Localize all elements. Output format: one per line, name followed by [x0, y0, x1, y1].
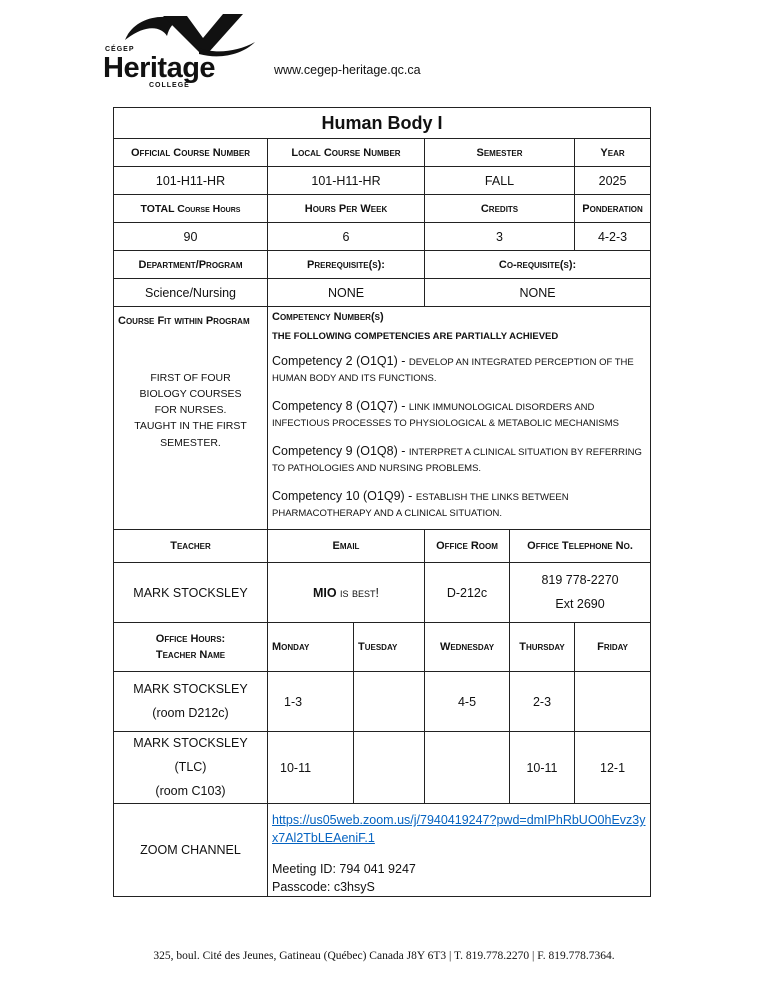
title-row — [114, 108, 651, 139]
office-hours-slot: 1-3 — [268, 672, 354, 732]
phone-number: 819 778-2270 — [541, 572, 619, 587]
course-fit-label: Course Fit within Program — [118, 315, 250, 327]
competency-cell — [268, 307, 651, 530]
program-header-row — [114, 251, 651, 279]
office-hours-slot — [354, 672, 425, 732]
semester-value: FALL — [425, 167, 575, 195]
logo-heritage-text: Heritage — [103, 52, 216, 84]
competency-text: DEVELOP AN INTEGRATED PERCEPTION OF THE HUMAN BODY AND ITS FUNCTIONS. — [272, 357, 634, 384]
office-hours-teacher — [114, 672, 268, 732]
office-hours-slot — [575, 672, 651, 732]
credits-label: Credits — [425, 195, 575, 223]
competency-row — [114, 307, 651, 530]
day-tuesday: Tuesday — [354, 623, 425, 672]
office-hours-slot: 10-11 — [510, 732, 575, 804]
official-course-number: 101-H11-HR — [114, 167, 268, 195]
hours-value-row — [114, 223, 651, 251]
credits-value: 3 — [425, 223, 575, 251]
course-number-header-row — [114, 139, 651, 167]
office-hours-slot: 12-1 — [575, 732, 651, 804]
total-course-hours-label: TOTAL Course Hours — [114, 195, 268, 223]
day-friday: Friday — [575, 623, 651, 672]
competency-code: Competency 8 (O1Q7) - — [272, 398, 409, 413]
course-outline-table — [113, 107, 651, 897]
email-rest: is best! — [336, 585, 380, 600]
day-wednesday: Wednesday — [425, 623, 510, 672]
office-hours-slot: 4-5 — [425, 672, 510, 732]
corequisite-value: NONE — [425, 279, 651, 307]
competency-intro: THE FOLLOWING COMPETENCIES ARE PARTIALLY ACHIEVED — [272, 331, 559, 342]
zoom-details — [268, 804, 651, 897]
zoom-meeting-id: Meeting ID: 794 041 9247 — [272, 862, 416, 877]
teacher-value-row — [114, 563, 651, 623]
competency-item — [272, 487, 646, 522]
competency-item — [272, 442, 646, 477]
ponderation-label: Ponderation — [575, 195, 651, 223]
teacher-email — [268, 563, 425, 623]
teacher-label: Teacher — [114, 530, 268, 563]
office-hours-slot: 2-3 — [510, 672, 575, 732]
hours-per-week-label: Hours Per Week — [268, 195, 425, 223]
office-telephone — [510, 563, 651, 623]
office-hours-label-line1: Office Hours: — [155, 632, 226, 645]
course-fit-cell — [114, 307, 268, 530]
office-hours-room: (room C103) — [155, 783, 226, 798]
office-hours-teacher — [114, 732, 268, 804]
email-label: Email — [268, 530, 425, 563]
competency-number-label: Competency Number(s) — [272, 311, 384, 323]
year-label: Year — [575, 139, 651, 167]
department-program: Science/Nursing — [114, 279, 268, 307]
office-hours-slot — [354, 732, 425, 804]
prerequisite-label: Prerequisite(s): — [268, 251, 425, 279]
ponderation-value: 4-2-3 — [575, 223, 651, 251]
office-hours-header-row — [114, 623, 651, 672]
zoom-channel-label: ZOOM CHANNEL — [114, 804, 268, 897]
semester-label: Semester — [425, 139, 575, 167]
competency-text: LINK IMMUNOLOGICAL DISORDERS AND INFECTIOUS PROCESSES TO PHYSIOLOGICAL & METABOLIC MECHANISMS — [272, 401, 619, 429]
office-hours-row — [114, 672, 651, 732]
office-hours-label — [114, 623, 268, 672]
hours-per-week: 6 — [268, 223, 425, 251]
competency-code: Competency 2 (O1Q1) - — [272, 354, 409, 368]
course-title: Human Body I — [114, 108, 651, 139]
competency-item — [272, 352, 646, 387]
logo-cegep-text: CÉGEP — [105, 46, 135, 53]
teacher-name: MARK STOCKSLEY — [114, 563, 268, 623]
office-hours-label-line2: Teacher Name — [155, 649, 226, 661]
office-hours-room: (room D212c) — [152, 705, 229, 720]
day-thursday: Thursday — [510, 623, 575, 672]
teacher-header-row — [114, 530, 651, 563]
office-hours-slot — [425, 732, 510, 804]
website-url: www.cegep-heritage.qc.ca — [274, 63, 421, 77]
email-bold: MIO — [312, 585, 337, 600]
office-room: D-212c — [425, 563, 510, 623]
hours-header-row — [114, 195, 651, 223]
competency-text: ESTABLISH THE LINKS BETWEEN PHARMACOTHERAPY AND A CLINICAL SITUATION. — [272, 491, 569, 519]
zoom-row — [114, 804, 651, 897]
course-number-value-row — [114, 167, 651, 195]
official-course-number-label: Official Course Number — [114, 139, 268, 167]
department-program-label: Department/Program — [114, 251, 268, 279]
competency-item — [272, 397, 646, 432]
office-hours-slot: 10-11 — [268, 732, 354, 804]
day-monday: Monday — [268, 623, 354, 672]
local-course-number: 101-H11-HR — [268, 167, 425, 195]
zoom-meeting-link[interactable]: https://us05web.zoom.us/j/7940419247?pwd=dmIPhRbUO0hEvz3yx7Al2TbLEAeniF.1 — [272, 813, 646, 845]
office-room-label: Office Room — [425, 530, 510, 563]
competency-code: Competency 10 (O1Q9) - — [272, 488, 416, 503]
corequisite-label: Co-requisite(s): — [425, 251, 651, 279]
office-telephone-label: Office Telephone No. — [510, 530, 651, 563]
course-fit-text: FIRST OF FOUR BIOLOGY COURSES FOR NURSES. TAUGHT IN THE FIRST SEMESTER. — [134, 371, 247, 449]
competency-text: INTERPRET A CLINICAL SITUATION BY REFERRING TO PATHOLOGIES AND NURSING PROBLEMS. — [272, 446, 642, 474]
college-logo — [103, 8, 263, 90]
office-hours-teacher-name: MARK STOCKSLEY — [133, 681, 248, 696]
office-hours-row — [114, 732, 651, 804]
total-course-hours: 90 — [114, 223, 268, 251]
office-hours-teacher-name: MARK STOCKSLEY (TLC) — [133, 736, 248, 774]
prerequisite-value: NONE — [268, 279, 425, 307]
program-value-row — [114, 279, 651, 307]
footer-address: 325, boul. Cité des Jeunes, Gatineau (Québec) Canada J8Y 6T3 | T. 819.778.2270 | F. 819.778.7364. — [153, 950, 615, 962]
year-value: 2025 — [575, 167, 651, 195]
zoom-passcode: Passcode: c3hsyS — [272, 879, 375, 894]
competency-code: Competency 9 (O1Q8) - — [272, 443, 409, 458]
logo-college-text: COLLEGE — [149, 82, 190, 89]
phone-extension: Ext 2690 — [555, 596, 605, 611]
local-course-number-label: Local Course Number — [268, 139, 425, 167]
